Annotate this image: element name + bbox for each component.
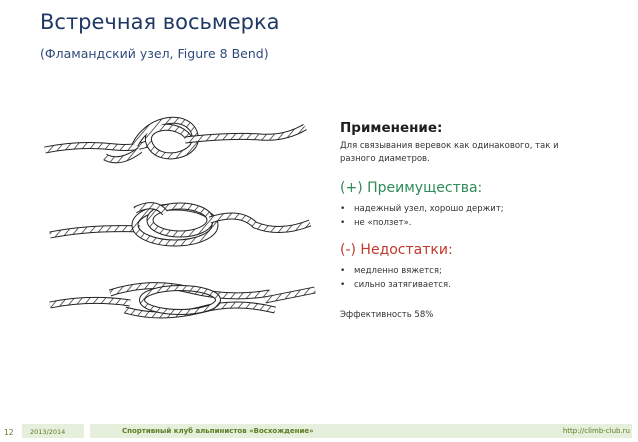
footer (0, 422, 638, 442)
knot-info (340, 120, 610, 320)
application-text-line-1: Для связывания веревок как одинакового, так и (340, 141, 559, 151)
knot-stage-1 (45, 120, 305, 160)
slide-title: Встречная восьмерка (40, 10, 280, 34)
application-text-line-2: разного диаметров. (340, 154, 430, 164)
slide-subtitle: (Фламандский узел, Figure 8 Bend) (40, 46, 269, 61)
footer-url-link[interactable]: http://climb-club.ru (562, 427, 630, 435)
application-heading: Применение: (340, 120, 443, 136)
advantages-list (340, 202, 610, 230)
disadvantages-heading: (-) Недостатки: (340, 242, 453, 258)
knot-stage-3 (50, 286, 315, 315)
disadvantages-list (340, 264, 610, 292)
disadvantage-item: • сильно затягивается. (340, 278, 610, 292)
footer-year: 2013/2014 (30, 428, 66, 436)
knot-stage-2 (50, 206, 310, 243)
efficiency-text: Эффективность 58% (340, 310, 434, 320)
disadvantage-item: • медленно вяжется; (340, 264, 610, 278)
advantage-item: • надежный узел, хорошо держит; (340, 202, 610, 216)
advantages-heading: (+) Преимущества: (340, 180, 483, 196)
application-text (340, 140, 610, 166)
page-number: 12 (4, 428, 14, 437)
knot-illustration-icon (40, 105, 330, 350)
footer-club-name: Спортивный клуб альпинистов «Восхождение» (122, 427, 314, 435)
advantage-item: • не «ползет». (340, 216, 610, 230)
